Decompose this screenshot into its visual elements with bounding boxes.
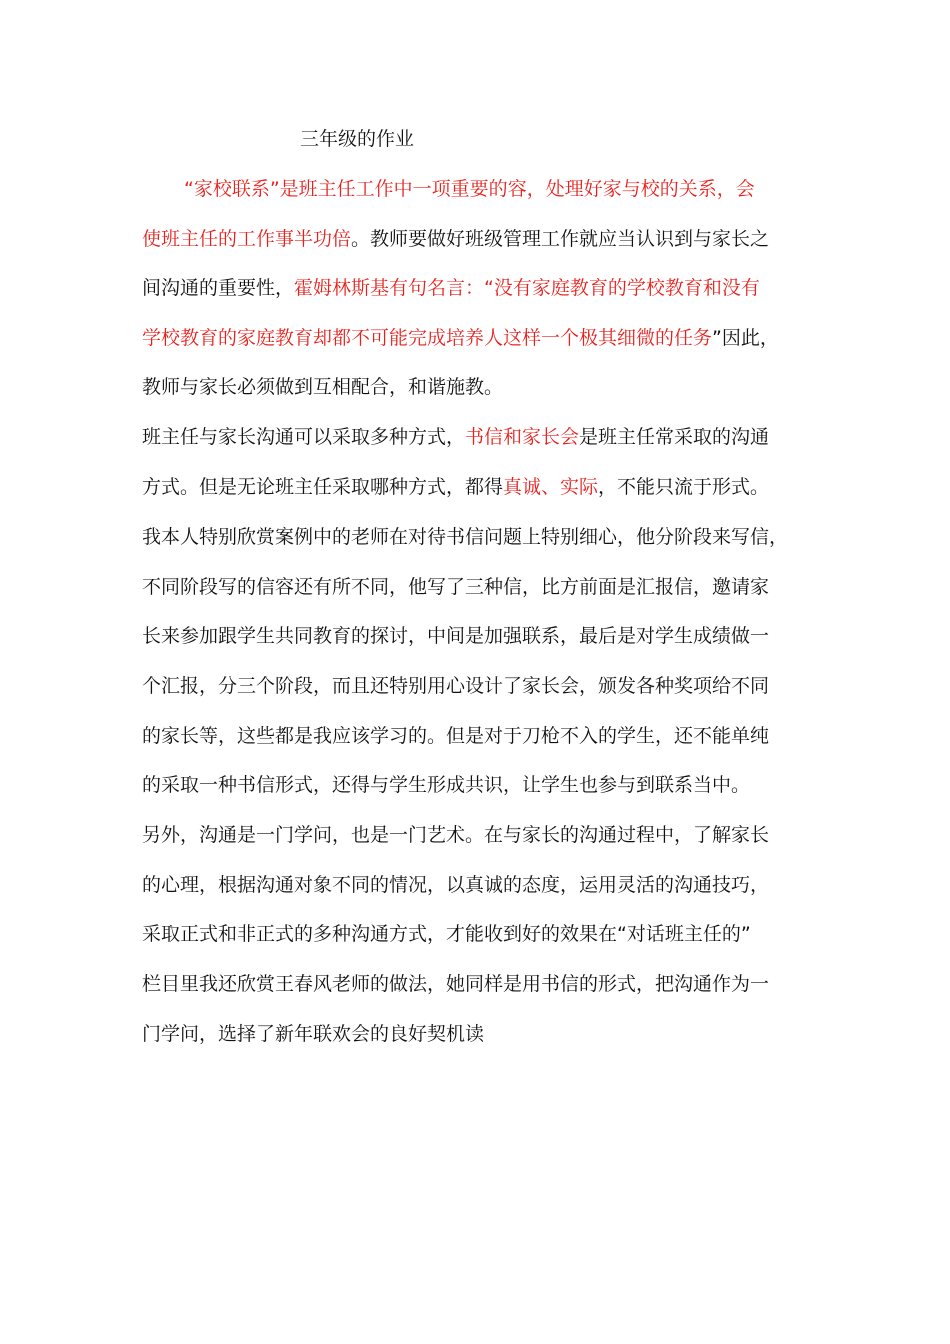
body-text: 教师与家长必须做到互相配合，和谐施教。 [142,376,504,398]
text-line [142,372,503,402]
body-text: 班主任与家长沟通可以采取多种方式， [142,426,466,448]
text-line [142,820,769,850]
highlighted-text: 真诚、实际 [503,476,599,498]
highlighted-text: 学校教育的家庭教育却都不可能完成培养人这样一个极其细微的任务 [142,327,713,349]
text-line [142,422,769,452]
body-text: 。教师要做好班级管理工作就应当认识到与家长之 [351,228,770,250]
highlighted-text: “家校联系”是班主任工作中一项重要的容，处理好家与校的关系，会 [184,178,755,200]
body-text: ”因此， [712,327,779,349]
body-text: 间沟通的重要性， [142,277,295,299]
text-line [142,1019,484,1049]
body-text: 方式。但是无论班主任采取哪种方式，都得 [142,476,504,498]
text-line [142,770,750,800]
text-line [142,919,751,949]
body-text: 另外，沟通是一门学问，也是一门艺术。在与家长的沟通过程中，了解家长 [142,824,770,846]
text-line [142,671,769,701]
text-line [142,969,769,999]
highlighted-text: 霍姆林斯基有句名言：“没有家庭教育的学校教育和没有 [294,277,760,299]
body-text: 栏目里我还欣赏王春风老师的做法，她同样是用书信的形式，把沟通作为一 [142,973,770,995]
highlighted-text: 书信和家长会 [465,426,580,448]
text-line [142,224,769,254]
text-line [142,273,760,303]
body-text: ，不能只流于形式。 [598,476,770,498]
document-title: 三年级的作业 [300,128,415,150]
body-text: 的心理，根据沟通对象不同的情况，以真诚的态度，运用灵活的沟通技巧， [142,874,770,896]
body-text: 的家长等，这些都是我应该学习的。但是对于刀枪不入的学生，还不能单纯 [142,725,770,747]
text-line [184,174,755,204]
text-line [142,721,769,751]
highlighted-text: 使班主任的工作事半功倍 [142,228,352,250]
text-line [142,472,769,502]
body-text: 不同阶段写的信容还有所不同，他写了三种信，比方前面是汇报信，邀请家 [142,576,770,598]
text-line [142,870,769,900]
body-text: 的采取一种书信形式，还得与学生形成共识，让学生也参与到联系当中。 [142,774,751,796]
body-text: 个汇报，分三个阶段，而且还特别用心设计了家长会，颁发各种奖项给不同 [142,675,770,697]
body-text: 长来参加跟学生共同教育的探讨，中间是加强联系，最后是对学生成绩做一 [142,625,770,647]
text-line [142,572,769,602]
body-text: 采取正式和非正式的多种沟通方式，才能收到好的效果在“对话班主任的” [142,923,751,945]
text-line [142,621,769,651]
body-text: 门学问，选择了新年联欢会的良好契机读 [142,1023,485,1045]
body-text: 是班主任常采取的沟通 [579,426,770,448]
text-line [142,323,779,353]
body-text: 我本人特别欣赏案例中的老师在对待书信问题上特别细心，他分阶段来写信， [142,526,789,548]
text-line [142,522,788,552]
